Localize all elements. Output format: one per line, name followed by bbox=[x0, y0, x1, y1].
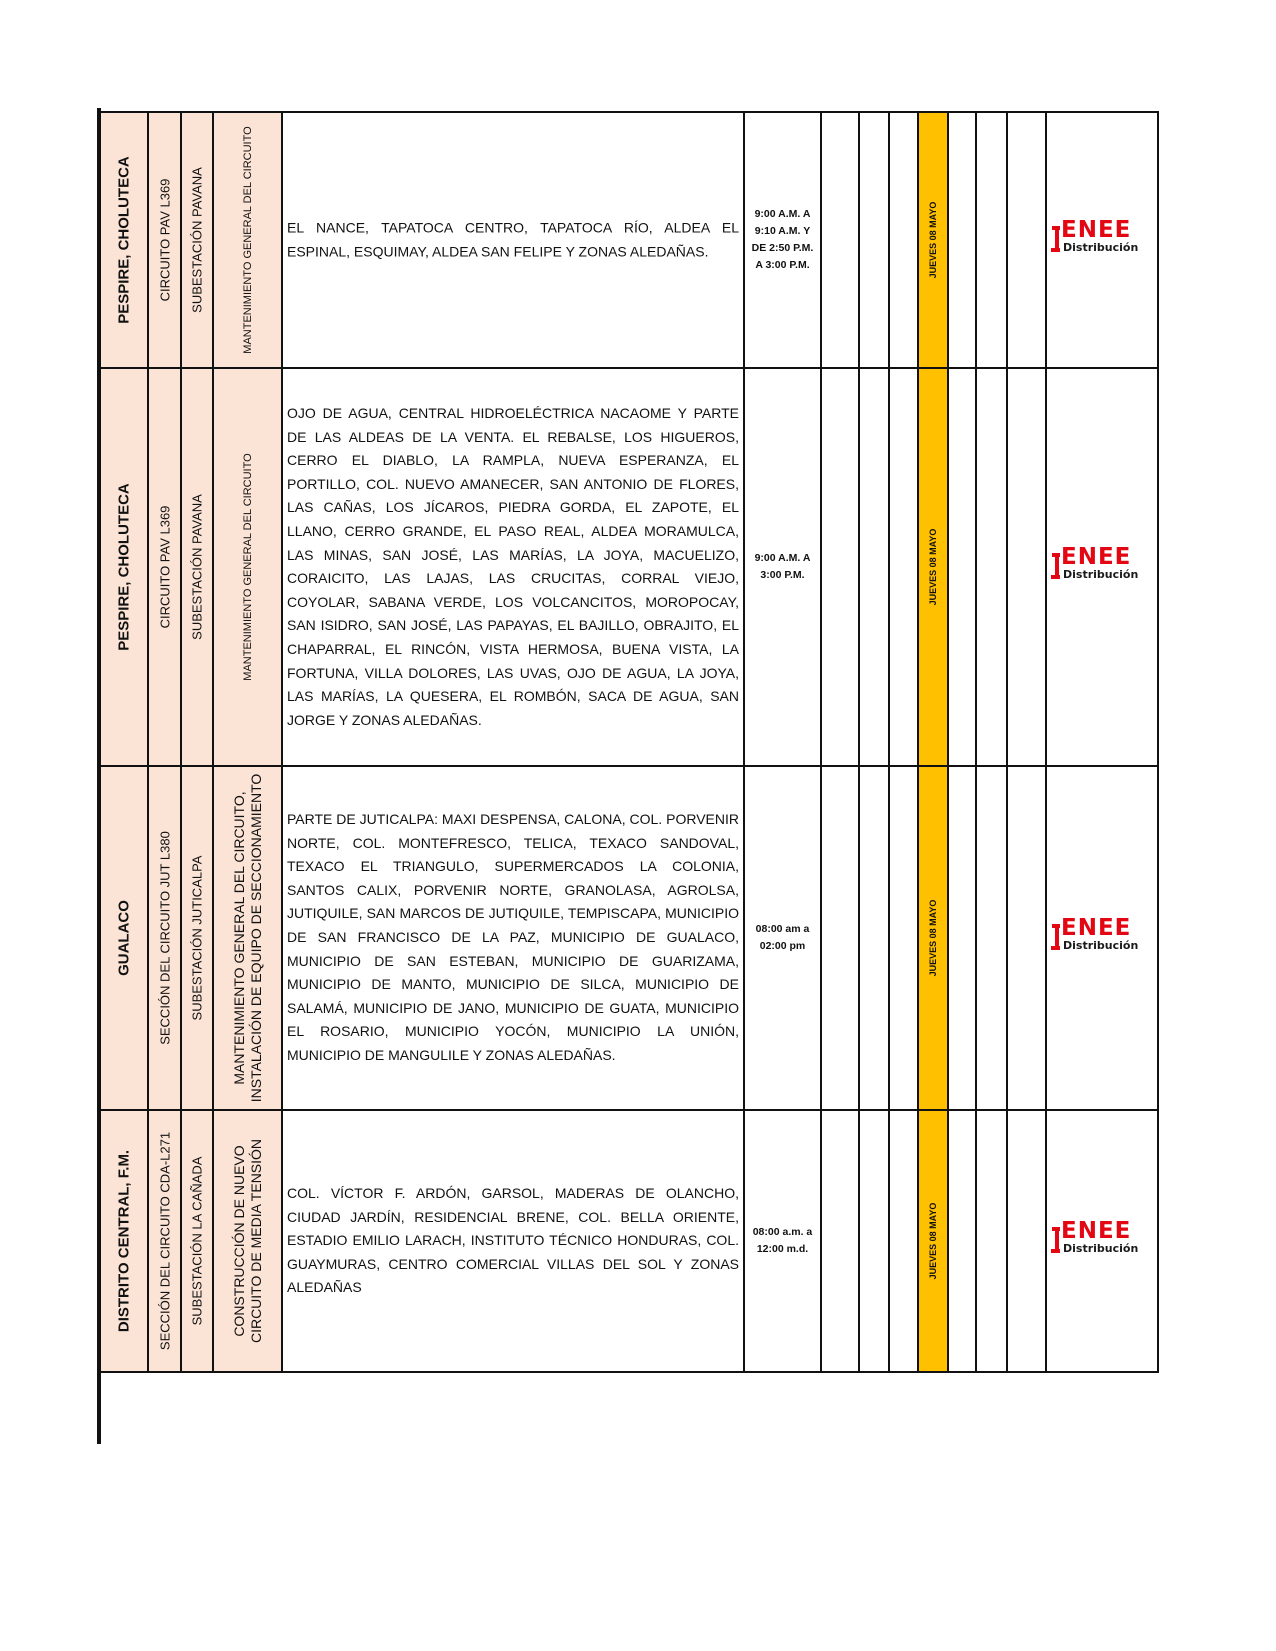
enee-logo: ENEE Distribución bbox=[1051, 1224, 1153, 1258]
logo-cell bbox=[1047, 767, 1159, 1111]
substation-label: SUBESTACIÓN JUTICALPA bbox=[189, 855, 205, 1021]
date-label: JUEVES 08 MAYO bbox=[928, 528, 938, 606]
empty-cell bbox=[822, 767, 860, 1111]
enee-mark-icon bbox=[1051, 551, 1060, 579]
time-cell bbox=[745, 113, 822, 369]
empty-cell bbox=[860, 1111, 890, 1373]
empty-cell bbox=[890, 767, 919, 1111]
work-label: MANTENIMIENTO GENERAL DEL CIRCUITO bbox=[241, 126, 254, 354]
logo-cell bbox=[1047, 113, 1159, 369]
municipality-cell bbox=[101, 767, 149, 1111]
logo-cell bbox=[1047, 369, 1159, 767]
substation-label: SUBESTACIÓN PAVANA bbox=[189, 494, 205, 640]
municipality-label: DISTRITO CENTRAL, F.M. bbox=[115, 1149, 133, 1333]
empty-cell bbox=[890, 1111, 919, 1373]
work-label: MANTENIMIENTO GENERAL DEL CIRCUITO, INSTALACIÓN DE EQUIPO DE SECCIONAMIENTO bbox=[230, 773, 264, 1103]
circuit-cell bbox=[149, 767, 182, 1111]
empty-cell bbox=[822, 113, 860, 369]
municipality-cell bbox=[101, 369, 149, 767]
time-range: 08:00 am a 02:00 pm bbox=[755, 923, 810, 952]
municipality-label: GUALACO bbox=[115, 900, 133, 976]
empty-cell bbox=[890, 113, 919, 369]
work-cell bbox=[214, 1111, 283, 1373]
outage-schedule-table bbox=[101, 111, 1159, 1442]
time-cell bbox=[745, 1111, 822, 1373]
empty-cell bbox=[822, 369, 860, 767]
date-label: JUEVES 08 MAYO bbox=[928, 899, 938, 977]
table-row bbox=[101, 113, 1159, 369]
areas-cell bbox=[283, 113, 745, 369]
table-row bbox=[101, 767, 1159, 1111]
empty-cell bbox=[822, 1111, 860, 1373]
empty-cell bbox=[860, 113, 890, 369]
circuit-cell bbox=[149, 1111, 182, 1373]
substation-cell bbox=[182, 1111, 214, 1373]
affected-areas: EL NANCE, TAPATOCA CENTRO, TAPATOCA RÍO, ALDEA EL ESPINAL, ESQUIMAY, ALDEA SAN FELIPE Y ZONAS ALEDAÑAS. bbox=[287, 219, 739, 259]
work-label: CONSTRUCCIÓN DE NUEVO CIRCUITO DE MEDIA TENSIÓN bbox=[230, 1138, 264, 1344]
time-range: 9:00 A.M. A 3:00 P.M. bbox=[754, 552, 811, 581]
circuit-cell bbox=[149, 113, 182, 369]
circuit-label: CIRCUITO PAV L369 bbox=[157, 505, 172, 629]
areas-cell bbox=[283, 369, 745, 767]
enee-logo: ENEE Distribución bbox=[1051, 921, 1153, 955]
substation-cell bbox=[182, 113, 214, 369]
substation-label: SUBESTACIÓN LA CAÑADA bbox=[189, 1156, 205, 1326]
municipality-cell bbox=[101, 1111, 149, 1373]
date-label: JUEVES 08 MAYO bbox=[928, 201, 938, 279]
date-cell bbox=[919, 113, 949, 369]
enee-mark-icon bbox=[1051, 224, 1060, 252]
empty-cell bbox=[949, 767, 977, 1111]
circuit-label: SECCIÓN DEL CIRCUITO JUT L380 bbox=[157, 831, 172, 1045]
enee-mark-icon bbox=[1051, 1225, 1060, 1253]
work-cell bbox=[214, 113, 283, 369]
empty-cell bbox=[949, 113, 977, 369]
empty-cell bbox=[977, 1111, 1008, 1373]
empty-cell bbox=[1008, 369, 1047, 767]
municipality-label: PESPIRE, CHOLUTECA bbox=[115, 156, 133, 324]
enee-logo: ENEE Distribución bbox=[1051, 550, 1153, 584]
time-range: 9:00 A.M. A 9:10 A.M. Y DE 2:50 P.M. A 3:00 P.M. bbox=[751, 208, 814, 271]
work-cell bbox=[214, 369, 283, 767]
municipality-label: PESPIRE, CHOLUTECA bbox=[115, 483, 133, 651]
affected-areas: OJO DE AGUA, CENTRAL HIDROELÉCTRICA NACAOME Y PARTE DE LAS ALDEAS DE LA VENTA. EL REBALSE, LOS HIGUEROS, CERRO EL DIABLO, LA RAMPLA, NUEVA ESPERANZA, EL PORTILLO, COL. NUEVO AMANECER, SAN ANTONIO DE FLORES, LAS CAÑAS, LOS JÍCAROS, PIEDRA GORDA, EL ZAPOTE, EL LLANO, CERRO GRANDE, EL PASO REAL, ALDEA MORAMULCA, LAS MINAS, SAN JOSÉ, LAS MARÍAS, LA JOYA, MACUELIZO, CORAICITO, LAS LAJAS, LAS CRUCITAS, CORRAL VIEJO, COYOLAR, SABANA VERDE, LOS VOLCANCITOS, MOROPOCAY, SAN ISIDRO, SAN JOSÉ, LAS PAPAYAS, EL BAJILLO, OBRAJITO, EL CHAPARRAL, EL RINCÓN, VISTA HERMOSA, BUENA VISTA, LA FORTUNA, VILLA DOLORES, LAS UVAS, OJO DE AGUA, LA JOYA, LAS MARÍAS, LA QUESERA, EL ROMBÓN, SACA DE AGUA, SAN JORGE Y ZONAS ALEDAÑAS. bbox=[287, 404, 739, 728]
empty-cell bbox=[1008, 113, 1047, 369]
enee-mark-icon bbox=[1051, 922, 1060, 950]
empty-cell bbox=[949, 1111, 977, 1373]
time-range: 08:00 a.m. a 12:00 m.d. bbox=[752, 1226, 813, 1255]
date-cell bbox=[919, 767, 949, 1111]
empty-cell bbox=[977, 369, 1008, 767]
work-label: MANTENIMIENTO GENERAL DEL CIRCUITO bbox=[241, 453, 254, 681]
empty-cell bbox=[949, 369, 977, 767]
date-cell bbox=[919, 369, 949, 767]
empty-cell bbox=[1008, 1111, 1047, 1373]
areas-cell bbox=[283, 767, 745, 1111]
empty-cell bbox=[977, 767, 1008, 1111]
affected-areas: PARTE DE JUTICALPA: MAXI DESPENSA, CALONA, COL. PORVENIR NORTE, COL. MONTEFRESCO, TELICA, TEXACO SANDOVAL, TEXACO EL TRIANGULO, SUPERMERCADOS LA COLONIA, SANTOS CALIX, PORVENIR NORTE, GRANOLASA, AGROLSA, JUTIQUILE, SAN MARCOS DE JUTIQUILE, TEMPISCAPA, MUNICIPIO DE SAN FRANCISCO DE LA PAZ, MUNICIPIO DE GUALACO, MUNICIPIO DE SAN ESTEBAN, MUNICIPIO DE GUARIZAMA, MUNICIPIO DE MANTO, MUNICIPIO DE SILCA, MUNICIPIO DE SALAMÁ, MUNICIPIO DE JANO, MUNICIPIO DE GUATA, MUNICIPIO EL ROSARIO, MUNICIPIO YOCÓN, MUNICIPIO LA UNIÓN, MUNICIPIO DE MANGULILE Y ZONAS ALEDAÑAS. bbox=[287, 811, 739, 1064]
table-row bbox=[101, 369, 1159, 767]
empty-cell bbox=[890, 369, 919, 767]
time-cell bbox=[745, 369, 822, 767]
substation-label: SUBESTACIÓN PAVANA bbox=[189, 167, 205, 313]
table-row bbox=[101, 1111, 1159, 1373]
empty-cell bbox=[977, 113, 1008, 369]
date-cell bbox=[919, 1111, 949, 1373]
circuit-label: SECCIÓN DEL CIRCUITO CDA-L271 bbox=[157, 1131, 172, 1351]
substation-cell bbox=[182, 369, 214, 767]
time-cell bbox=[745, 767, 822, 1111]
areas-cell bbox=[283, 1111, 745, 1373]
empty-cell bbox=[860, 767, 890, 1111]
municipality-cell bbox=[101, 113, 149, 369]
affected-areas: COL. VÍCTOR F. ARDÓN, GARSOL, MADERAS DE OLANCHO, CIUDAD JARDÍN, RESIDENCIAL BRENE, COL. BELLA ORIENTE, ESTADIO EMILIO LARACH, INSTITUTO TÉCNICO HONDURAS, COL. GUAYMURAS, CENTRO COMERCIAL VILLAS DEL SOL Y ZONAS ALEDAÑAS bbox=[287, 1185, 739, 1296]
logo-cell bbox=[1047, 1111, 1159, 1373]
work-cell bbox=[214, 767, 283, 1111]
empty-cell bbox=[860, 369, 890, 767]
circuit-cell bbox=[149, 369, 182, 767]
enee-logo: ENEE Distribución bbox=[1051, 223, 1153, 257]
circuit-label: CIRCUITO PAV L369 bbox=[157, 178, 172, 302]
empty-cell bbox=[1008, 767, 1047, 1111]
substation-cell bbox=[182, 767, 214, 1111]
date-label: JUEVES 08 MAYO bbox=[928, 1202, 938, 1280]
